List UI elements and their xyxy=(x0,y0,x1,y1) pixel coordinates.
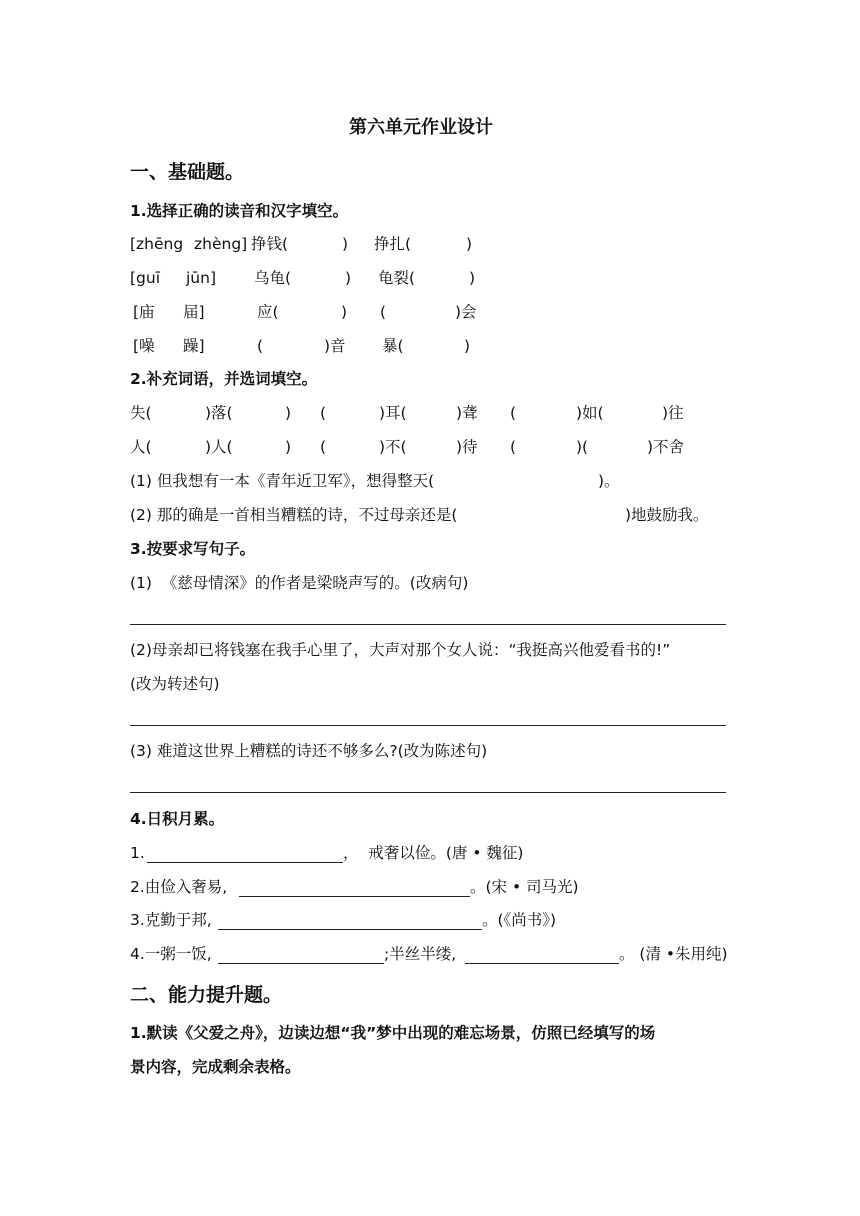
answer-line-3[interactable] xyxy=(130,792,726,793)
character-option: [噪 xyxy=(133,337,155,355)
advanced-question-1-line-1: 1.默读《父爱之舟》，边读边想“我”梦中出现的难忘场景，仿照已经填写的场 xyxy=(130,1024,656,1042)
idiom-fragment: ( xyxy=(510,404,517,422)
sentence-text: (1) 但我想有一本《青年近卫军》，想得整天( xyxy=(130,472,435,490)
quote-text: ， 戒奢以俭。(唐 • 魏征) xyxy=(343,844,524,862)
fill-blank-close: ) xyxy=(466,235,473,253)
answer-line-2[interactable] xyxy=(130,725,726,726)
quote-text: 。(《尚书》) xyxy=(482,911,557,929)
pinyin-option: [guī xyxy=(130,269,161,287)
q3-prompt-2: (2)母亲却已将钱塞在我手心里了，大声对那个女人说：“我挺高兴他爱看书的!” xyxy=(130,641,671,659)
fill-blank-open: 应( xyxy=(257,303,279,321)
fill-line[interactable] xyxy=(218,963,384,964)
quote-text: 。(宋 • 司马光) xyxy=(470,878,579,896)
idiom-fragment: )落( xyxy=(205,404,233,422)
idiom-fragment: ) xyxy=(285,438,292,456)
fill-blank-close: ) xyxy=(464,337,471,355)
idiom-fragment: 失( xyxy=(130,404,152,422)
fill-blank-close: ) xyxy=(469,269,476,287)
answer-line-1[interactable] xyxy=(130,624,726,625)
question-4-heading: 4.日积月累。 xyxy=(130,810,225,828)
advanced-question-1-line-2: 景内容，完成剩余表格。 xyxy=(130,1058,301,1076)
idiom-fragment: )待 xyxy=(456,438,478,456)
fill-blank-open: 暴( xyxy=(382,337,404,355)
idiom-fragment: ( xyxy=(320,438,327,456)
fill-blank-close: ) xyxy=(345,269,352,287)
idiom-fragment: 人( xyxy=(130,438,152,456)
quote-text: 4.一粥一饭, xyxy=(130,945,212,963)
character-option: 躁] xyxy=(183,337,205,355)
fill-blank-open: ( xyxy=(380,303,387,321)
idiom-fragment: )不舍 xyxy=(647,438,685,456)
page-title: 第六单元作业设计 xyxy=(349,117,493,138)
fill-line[interactable] xyxy=(218,929,482,930)
fill-blank-open: 挣钱( xyxy=(251,235,289,253)
fill-blank-open: 挣扎( xyxy=(374,235,412,253)
idiom-fragment: )( xyxy=(576,438,589,456)
sentence-text: )地鼓励我。 xyxy=(625,506,709,524)
fill-blank-close: ) xyxy=(342,235,349,253)
question-1-heading: 1.选择正确的读音和汉字填空。 xyxy=(130,202,349,220)
sentence-text: )。 xyxy=(598,472,620,490)
quote-text: 3.克勤于邦, xyxy=(130,911,212,929)
fill-blank-close: )会 xyxy=(455,303,477,321)
q3-prompt-2-instruction: (改为转述句) xyxy=(130,675,220,693)
section-heading-basic: 一、基础题。 xyxy=(130,161,245,183)
idiom-fragment: ( xyxy=(320,404,327,422)
idiom-fragment: )聋 xyxy=(456,404,478,422)
fill-blank-close: ) xyxy=(341,303,348,321)
idiom-fragment: ( xyxy=(510,438,517,456)
idiom-fragment: )耳( xyxy=(379,404,407,422)
q3-prompt-1: (1) 《慈母情深》的作者是梁晓声写的。(改病句) xyxy=(130,574,469,592)
pinyin-option: jūn] xyxy=(186,269,217,287)
fill-blank-open: 龟裂( xyxy=(378,269,416,287)
idiom-fragment: )不( xyxy=(379,438,407,456)
section-heading-advanced: 二、能力提升题。 xyxy=(130,984,283,1006)
question-3-heading: 3.按要求写句子。 xyxy=(130,540,256,558)
q3-prompt-3: (3) 难道这世界上糟糕的诗还不够多么?(改为陈述句) xyxy=(130,742,488,760)
character-option: 届] xyxy=(183,303,205,321)
idiom-fragment: )人( xyxy=(205,438,233,456)
idiom-fragment: ) xyxy=(285,404,292,422)
idiom-fragment: )如( xyxy=(576,404,604,422)
quote-text: 2.由俭入奢易, xyxy=(130,878,228,896)
fill-line[interactable] xyxy=(465,963,619,964)
quote-text: ;半丝半缕, xyxy=(384,945,457,963)
fill-blank-close: )音 xyxy=(324,337,346,355)
character-option: [庙 xyxy=(133,303,155,321)
quote-text: 。 (清 •朱用纯) xyxy=(619,945,728,963)
fill-blank-open: ( xyxy=(257,337,264,355)
item-number: 1. xyxy=(130,844,145,862)
sentence-text: (2) 那的确是一首相当糟糕的诗，不过母亲还是( xyxy=(130,506,458,524)
fill-line[interactable] xyxy=(239,896,470,897)
fill-line[interactable] xyxy=(147,862,343,863)
pinyin-option: [zhēng xyxy=(130,235,184,253)
question-2-heading: 2.补充词语，并选词填空。 xyxy=(130,370,318,388)
pinyin-option: zhèng] xyxy=(194,235,248,253)
fill-blank-open: 乌龟( xyxy=(254,269,292,287)
idiom-fragment: )往 xyxy=(662,404,684,422)
